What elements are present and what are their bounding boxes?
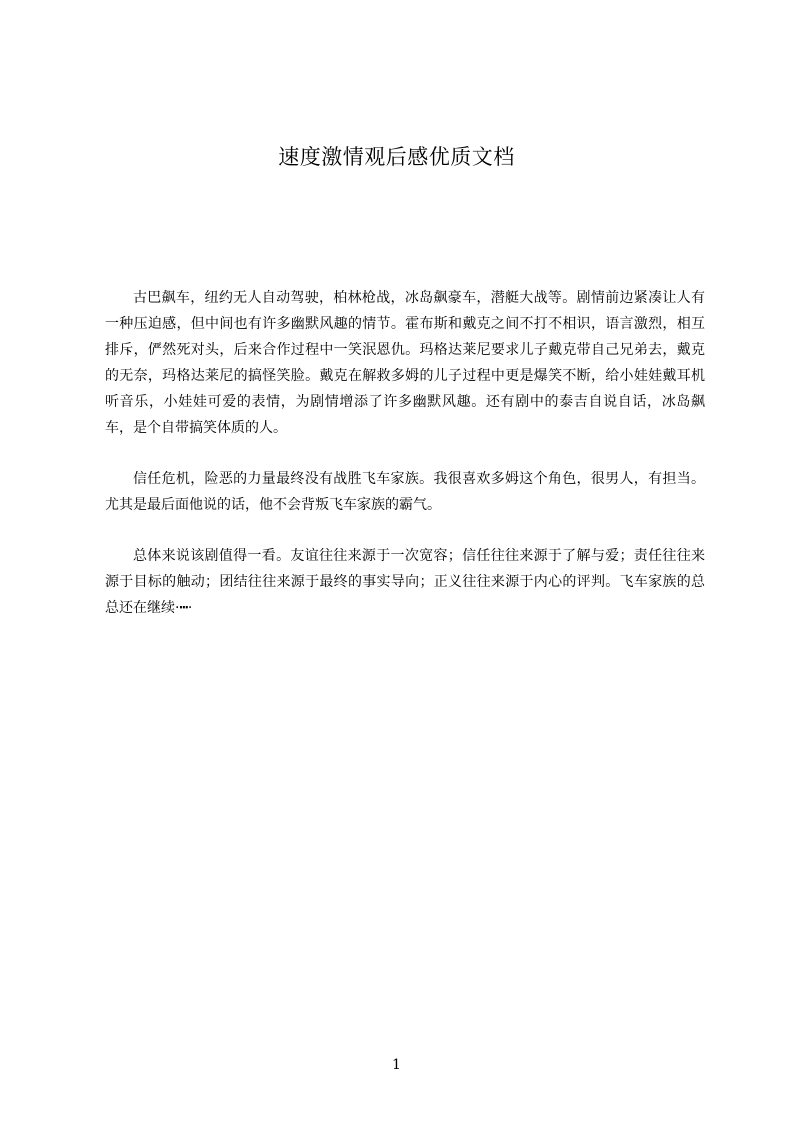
paragraph-1: 古巴飙车，纽约无人自动驾驶，柏林枪战，冰岛飙豪车，潜艇大战等。剧情前边紧凑让人有一种压迫感，但中间也有许多幽默风趣的情节。霍布斯和戴克之间不打不相识，语言激烈，相互排斥，俨然死对头，后来合作过程中一笑泯恩仇。玛格达莱尼要求儿子戴克带自己兄弟去，戴克的无奈，玛格达莱尼的搞怪笑脸。戴克在解救多姆的儿子过程中更是爆笑不断，给小娃娃戴耳机听音乐，小娃娃可爱的表情，为剧情增添了许多幽默风趣。还有剧中的泰吉自说自话，冰岛飙车，是个自带搞笑体质的人。 (105, 290, 705, 436)
document-body (105, 285, 705, 646)
paragraph-2: 信任危机，险恶的力量最终没有战胜飞车家族。我很喜欢多姆这个角色，很男人，有担当。尤其是最后面他说的话，他不会背叛飞车家族的霸气。 (105, 471, 705, 513)
page-number: 1 (392, 1057, 401, 1073)
paragraph-3: 总体来说该剧值得一看。友谊往往来源于一次宽容；信任往往来源于了解与爱；责任往往来源于目标的触动；团结往往来源于最终的事实导向；正义往往来源于内心的评判。飞车家族的总总还在继续·┅· (105, 548, 705, 616)
document-title: 速度激情观后感优质文档 (278, 145, 515, 169)
